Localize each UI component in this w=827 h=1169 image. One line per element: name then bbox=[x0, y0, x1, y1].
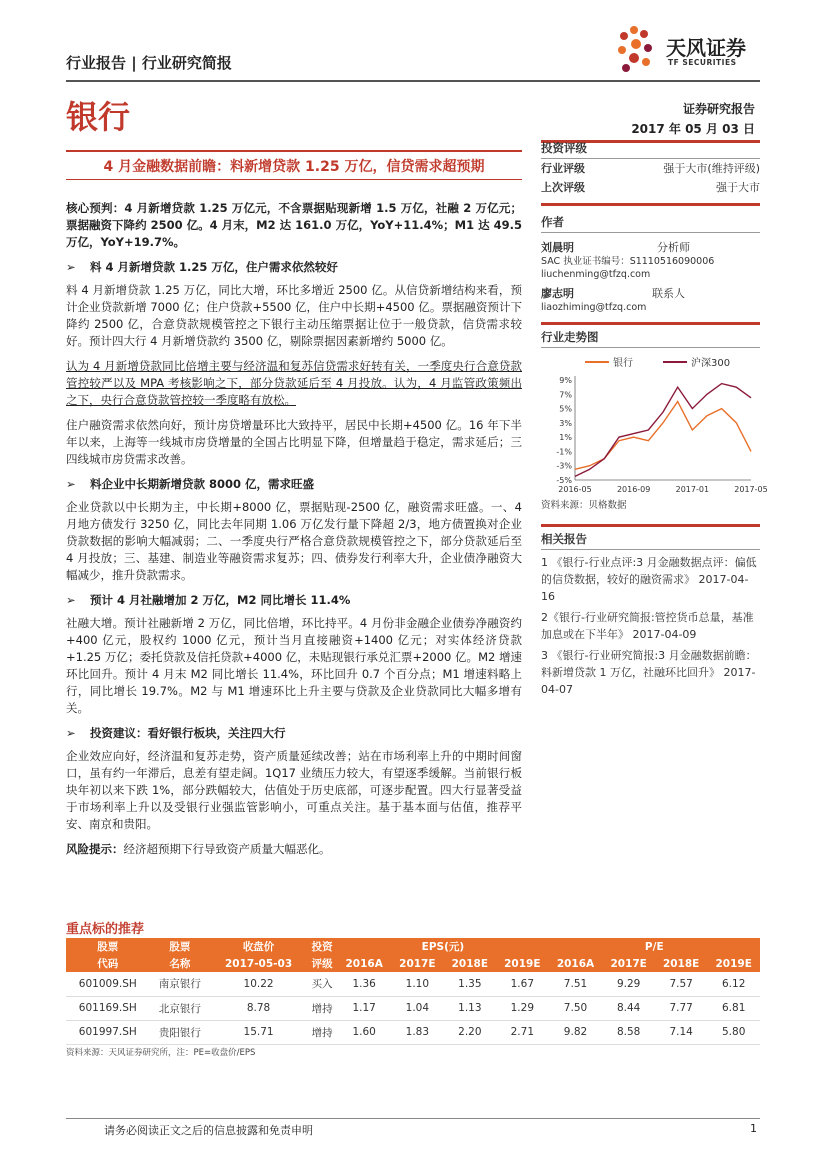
stock-table bbox=[66, 938, 760, 1045]
arrow-icon: ➢ bbox=[66, 260, 76, 274]
table-cell: 10.22 bbox=[210, 972, 307, 996]
table-cell: 1.17 bbox=[337, 996, 391, 1020]
paragraph: 企业效应向好，经济温和复苏走势，资产质量延续改善；站在市场利率上升的中期时间窗口，虽有约一年滞后，息差有望走阔。1Q17 业绩压力较大，有望逐季缓解。当前银行板块年初以来下跌 1%，部分跌幅较大，估值处于历史底部，可逐步配置。四大行显著受益于市场利率上升以及受银行业强监管影响小，可重点关注。基于基本面与估值，推荐平安、南京和贵阳。 bbox=[66, 749, 522, 831]
risk-warning: 风险提示：经济超预期下行导致资产质量大幅恶化。 bbox=[66, 842, 331, 856]
table-cell: 1.35 bbox=[444, 972, 496, 996]
table-header-cell: 2019E bbox=[496, 955, 548, 972]
table-cell: 9.29 bbox=[602, 972, 654, 996]
y-tick-label: 5% bbox=[559, 404, 572, 414]
related-heading: 相关报告 bbox=[541, 531, 760, 550]
table-cell: 9.82 bbox=[549, 1020, 603, 1044]
table-cell: 601169.SH bbox=[66, 996, 150, 1020]
series-line bbox=[575, 384, 751, 477]
core-forecast bbox=[66, 200, 522, 251]
arrow-icon: ➢ bbox=[66, 726, 76, 740]
logo-text: 天风证券 bbox=[666, 36, 746, 60]
table-cell: 6.81 bbox=[707, 996, 760, 1020]
paragraph: 认为 4 月新增贷款同比倍增主要与经济温和复苏信贷需求好转有关，一季度央行合意贷款管控较严以及 MPA 考核影响之下，部分贷款延后至 4 月投放。认为，4 月监管政策频出之下，央行合意贷款管控较一季度略有放松。 bbox=[66, 359, 522, 407]
table-header-cell: 2017E bbox=[602, 955, 654, 972]
table-cell: 7.57 bbox=[655, 972, 707, 996]
table-cell: 1.13 bbox=[444, 996, 496, 1020]
page-title: 银行 bbox=[66, 98, 131, 136]
table-cell: 8.58 bbox=[602, 1020, 654, 1044]
section-heading: ➢ 预计 4 月社融增加 2 万亿，M2 同比增长 11.4% bbox=[66, 593, 351, 607]
author-role: 联系人 bbox=[652, 287, 685, 300]
brand-logo bbox=[612, 22, 762, 76]
y-tick-label: 9% bbox=[559, 376, 572, 385]
y-tick-label: 7% bbox=[559, 390, 572, 400]
table-cell: 2.71 bbox=[496, 1020, 548, 1044]
main-content bbox=[66, 200, 522, 866]
divider bbox=[541, 524, 760, 527]
table-cell: 1.29 bbox=[496, 996, 548, 1020]
legend-label: 沪深300 bbox=[691, 358, 731, 369]
table-cell: 8.44 bbox=[602, 996, 654, 1020]
x-tick-label: 2016-05 bbox=[558, 485, 592, 494]
section-heading: ➢ 料 4 月新增贷款 1.25 万亿，住户需求依然较好 bbox=[66, 260, 338, 274]
trend-panel bbox=[541, 322, 768, 512]
table-header-cell: 2016A bbox=[549, 955, 603, 972]
author-role: 分析师 bbox=[657, 241, 690, 254]
section-heading: ➢ 投资建议：看好银行板块，关注四大行 bbox=[66, 726, 286, 740]
table-header-cell: 2019E bbox=[707, 955, 760, 972]
table-cell: 1.83 bbox=[391, 1020, 443, 1044]
author-email[interactable]: liaozhiming@tfzq.com bbox=[541, 302, 647, 313]
table-cell: 增持 bbox=[307, 1020, 337, 1044]
paragraph: 住户融资需求依然向好，预计房贷增量环比大致持平，居民中长期+4500 亿。16 年下半年以来，上海等一线城市房贷增量的全国占比明显下降，但增量趋于稳定，需求延后；三四线城市房贷需求改善。 bbox=[66, 418, 522, 466]
table-row bbox=[66, 996, 760, 1020]
chart-source: 资料来源：贝格数据 bbox=[541, 500, 627, 511]
table-header-row bbox=[66, 955, 760, 972]
x-tick-label: 2017-05 bbox=[734, 485, 768, 494]
section-heading: ➢ 料企业中长期新增贷款 8000 亿，需求旺盛 bbox=[66, 477, 315, 491]
table-header-cell: 2018E bbox=[444, 955, 496, 972]
logo-dots-icon bbox=[612, 22, 662, 76]
author-entry bbox=[541, 287, 760, 314]
rating-panel bbox=[541, 140, 760, 206]
footer-disclaimer: 请务必阅读正文之后的信息披露和免责申明 bbox=[104, 1124, 313, 1137]
author-heading: 作者 bbox=[541, 214, 760, 233]
related-report[interactable]: 1 《银行-行业点评:3 月金融数据点评：偏低的信贷数据，较好的融资需求》 2017-04-16 bbox=[541, 556, 757, 603]
table-cell: 1.67 bbox=[496, 972, 548, 996]
report-type: 证券研究报告 bbox=[682, 102, 755, 116]
related-report[interactable]: 3 《银行-行业研究简报:3 月金融数据前瞻：料新增贷款 1 万亿，社融环比回升》 2017-04-07 bbox=[541, 649, 757, 696]
report-date: 2017 年 05 月 03 日 bbox=[631, 122, 755, 136]
y-tick-label: -1% bbox=[556, 447, 572, 457]
table-header-cell: 2016A bbox=[337, 955, 391, 972]
table-cell: 增持 bbox=[307, 996, 337, 1020]
core-text: 4 月新增贷款 1.25 万亿元，不含票据贴现新增 1.5 万亿，社融 2 万亿元；票据融资下降约 2500 亿。4 月末，M2 达 161.0 万亿，YoY+11.4%；M1 达 49.5 万亿，YoY+19.7%。 bbox=[66, 201, 523, 249]
table-cell: 15.71 bbox=[210, 1020, 307, 1044]
table-header-cell: 2018E bbox=[655, 955, 707, 972]
table-cell: 601997.SH bbox=[66, 1020, 150, 1044]
table-title: 重点标的推荐 bbox=[66, 922, 145, 937]
y-tick-label: -5% bbox=[556, 476, 572, 485]
table-cell: 1.04 bbox=[391, 996, 443, 1020]
arrow-icon: ➢ bbox=[66, 477, 76, 491]
table-cell: 601009.SH bbox=[66, 972, 150, 996]
rating-heading: 投资评级 bbox=[541, 140, 760, 159]
footer-divider bbox=[66, 1118, 760, 1119]
author-cert: SAC 执业证书编号：S1110516090006 bbox=[541, 256, 715, 267]
table-cell: 7.77 bbox=[655, 996, 707, 1020]
table-cell: 7.14 bbox=[655, 1020, 707, 1044]
related-report[interactable]: 2《银行-行业研究简报:管控货币总量，基准加息或在下半年》 2017-04-09 bbox=[541, 611, 754, 641]
rating-row: 上次评级 强于大市 bbox=[541, 181, 760, 194]
arrow-icon: ➢ bbox=[66, 593, 76, 607]
paragraph: 企业贷款以中长期为主，中长期+8000 亿，票据贴现-2500 亿，融资需求旺盛。一、4 月地方债发行 3250 亿，同比去年同期 1.06 万亿发行量下降超 2/3，地方债置换对企业贷款数据的影响大幅减弱；二、一季度央行严格合意贷款规模管控之下，部分贷款延后至 4 月投放；三、基建、制造业等融资需求复苏；四、债券发行利率大升，企业债净融资大幅减少，推升贷款需求。 bbox=[66, 500, 522, 582]
header-divider bbox=[66, 80, 760, 82]
y-tick-label: 1% bbox=[559, 433, 572, 443]
table-cell: 5.80 bbox=[707, 1020, 760, 1044]
author-email[interactable]: liuchenming@tfzq.com bbox=[541, 269, 651, 280]
headline: 4 月金融数据前瞻：料新增贷款 1.25 万亿，信贷需求超预期 bbox=[103, 159, 485, 175]
table-cell: 南京银行 bbox=[150, 972, 211, 996]
y-tick-label: -3% bbox=[556, 461, 572, 471]
rating-row: 行业评级 强于大市(维持评级) bbox=[541, 162, 760, 175]
table-row bbox=[66, 1020, 760, 1044]
author-name: 刘晨明 bbox=[541, 241, 574, 254]
table-cell: 1.36 bbox=[337, 972, 391, 996]
table-cell: 贵阳银行 bbox=[150, 1020, 211, 1044]
table-header-cell: 2017-05-03 bbox=[210, 955, 307, 972]
table-cell: 7.51 bbox=[549, 972, 603, 996]
table-header-cell: 代码 bbox=[66, 955, 150, 972]
author-panel bbox=[541, 214, 760, 314]
table-header-cell: 评级 bbox=[307, 955, 337, 972]
table-cell: 7.50 bbox=[549, 996, 603, 1020]
related-panel bbox=[541, 524, 760, 702]
x-tick-label: 2017-01 bbox=[675, 485, 710, 494]
report-category: 行业报告 | 行业研究简报 bbox=[66, 54, 232, 72]
table-header-cell: 名称 bbox=[150, 955, 211, 972]
y-tick-label: 3% bbox=[559, 418, 572, 428]
author-name: 廖志明 bbox=[541, 287, 574, 300]
page-number: 1 bbox=[750, 1122, 757, 1135]
trend-chart bbox=[541, 352, 768, 497]
x-tick-label: 2016-09 bbox=[616, 485, 651, 494]
table-note: 资料来源：天风证券研究所，注：PE=收盘价/EPS bbox=[66, 1048, 256, 1058]
table-cell: 北京银行 bbox=[150, 996, 211, 1020]
table-cell: 买入 bbox=[307, 972, 337, 996]
divider bbox=[541, 203, 760, 206]
table-cell: 1.60 bbox=[337, 1020, 391, 1044]
table-row bbox=[66, 972, 760, 996]
paragraph: 社融大增。预计社融新增 2 万亿，同比倍增，环比持平。4 月份非金融企业债券净融资约+400 亿元，股权约 1000 亿元，预计当月直接融资+1400 亿元；对实体经济贷款+1.25 万亿；委托贷款及信托贷款+4000 亿，未贴现银行承兑汇票+2000 亿。M2 增速环比回升。预计 4 月末 M2 同比增长 11.4%，环比回升 0.7 个百分点；M1 增速料略上行，同比增长 19.7%。M2 与 M1 增速环比上升主要与贷款及企业贷款同比大幅多增有关。 bbox=[66, 616, 522, 715]
logo-subtext: TF SECURITIES bbox=[668, 58, 737, 67]
table-header-row: 股票 股票 收盘价 投资 EPS(元) P/E bbox=[66, 938, 760, 955]
table-cell: 8.78 bbox=[210, 996, 307, 1020]
divider bbox=[541, 322, 760, 325]
trend-heading: 行业走势图 bbox=[541, 329, 760, 348]
paragraph: 料 4 月新增贷款 1.25 万亿，同比大增，环比多增近 2500 亿。从信贷新增结构来看，预计企业贷款新增 7000 亿；住户贷款+5500 亿，住户中长期+4500 亿。票据融资预计下降约 2500 亿，合意贷款规模管控之下银行主动压缩票据让位于一般贷款，信贷需求较好。预计四大行 4 月新增贷款约 3500 亿，剔除票据因素新增约 5000 亿。 bbox=[66, 283, 522, 348]
author-entry bbox=[541, 241, 760, 281]
table-header-cell: 2017E bbox=[391, 955, 443, 972]
table-cell: 2.20 bbox=[444, 1020, 496, 1044]
table-cell: 1.10 bbox=[391, 972, 443, 996]
core-label: 核心预判： bbox=[66, 201, 125, 215]
legend-label: 银行 bbox=[613, 358, 633, 369]
table-cell: 6.12 bbox=[707, 972, 760, 996]
